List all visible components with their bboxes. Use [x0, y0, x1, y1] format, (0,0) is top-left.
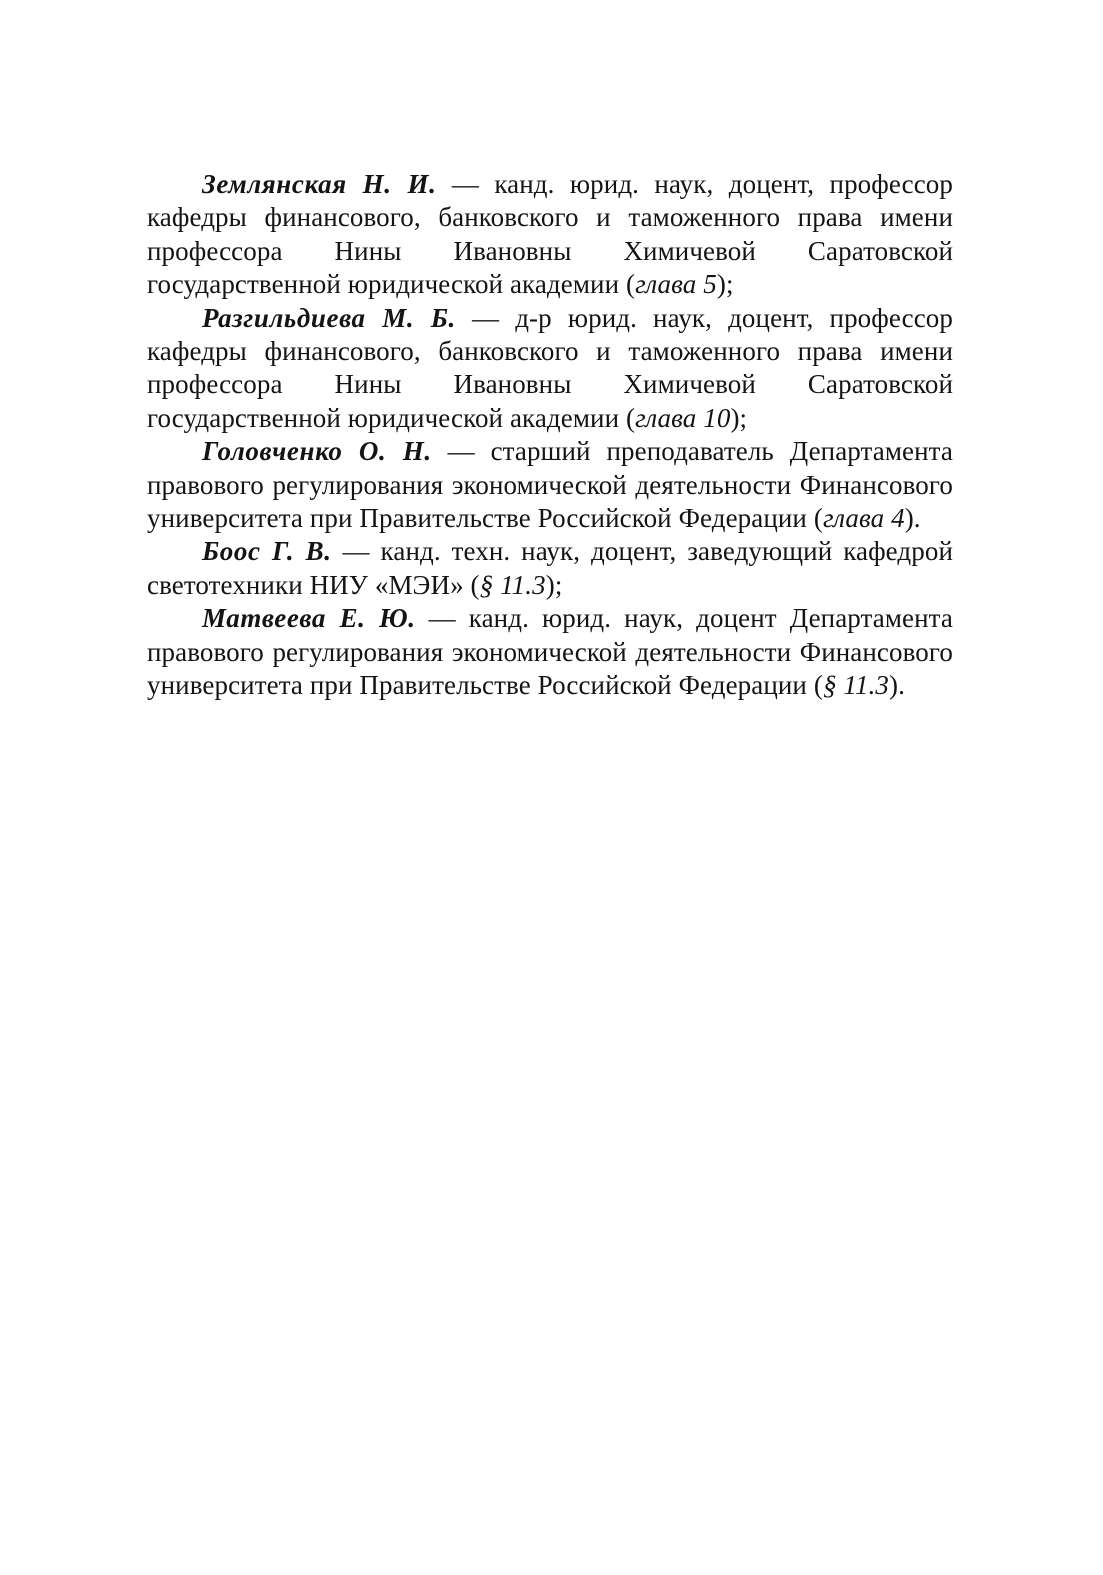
- contributor-name: Головченко О. Н.: [202, 436, 432, 467]
- contributor-entry: [147, 302, 953, 436]
- contributor-description: — канд. юрид. наук, доцент Департамента правового регулирования экономической деятельности Финансового университета при Правительстве Российской Федерации (: [147, 603, 953, 701]
- contributor-chapter-ref: глава 10: [635, 402, 731, 433]
- contributor-entry: [147, 168, 953, 302]
- contributor-section-ref: § 11.3: [822, 670, 890, 701]
- contributor-description: — канд. юрид. наук, доцент, профессор кафедры финансового, банковского и таможенного права имени профессора Нины Ивановны Химичевой Саратовской государственной юридической академии (: [147, 169, 953, 300]
- contributor-closing: );: [716, 269, 734, 300]
- contributor-name: Разгильдиева М. Б.: [202, 302, 456, 333]
- contributor-entry: [147, 435, 953, 535]
- contributor-entry: [147, 602, 953, 702]
- contributor-section-ref: § 11.3: [479, 569, 546, 600]
- contributor-closing: ).: [904, 503, 921, 534]
- contributor-chapter-ref: глава 4: [822, 503, 905, 534]
- contributor-description: — канд. техн. наук, доцент, заведующий кафедрой светотехники НИУ «МЭИ» (: [147, 536, 953, 600]
- contributor-closing: );: [730, 402, 748, 433]
- contributor-name: Боос Г. В.: [202, 536, 332, 567]
- contributor-description: — д-р юрид. наук, доцент, профессор кафедры финансового, банковского и таможенного права имени профессора Нины Ивановны Химичевой Саратовской государственной юридической академии (: [147, 302, 953, 433]
- contributor-name: Матвеева Е. Ю.: [202, 603, 416, 634]
- contributor-closing: );: [545, 569, 563, 600]
- contributor-chapter-ref: глава 5: [635, 269, 717, 300]
- contributor-description: — старший преподаватель Департамента правового регулирования экономической деятельности Финансового университета при Правительстве Российской Федерации (: [147, 436, 953, 534]
- contributor-closing: ).: [889, 670, 905, 701]
- contributors-list: [147, 168, 953, 703]
- contributor-entry: [147, 535, 953, 602]
- contributor-name: Землянская Н. И.: [202, 169, 437, 199]
